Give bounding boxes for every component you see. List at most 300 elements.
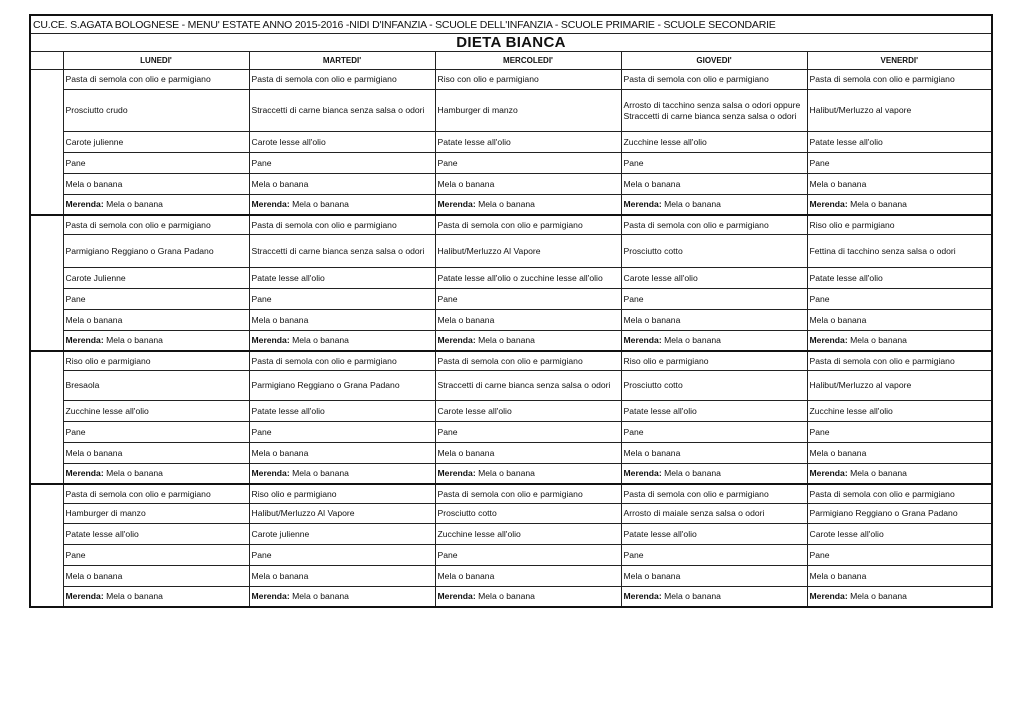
meal-text: Mela o banana — [850, 591, 907, 601]
table-row — [30, 566, 992, 587]
table-row — [30, 310, 992, 331]
meal-cell — [807, 331, 992, 351]
table-row — [30, 268, 992, 289]
meal-text: Pane — [809, 549, 830, 560]
meal-cell — [807, 401, 992, 422]
meal-text: Pasta di semola con olio e parmigiano — [251, 74, 397, 85]
meal-cell — [249, 587, 435, 607]
snack-label: Merenda: — [251, 468, 290, 478]
meal-cell — [63, 371, 249, 401]
table-row — [30, 195, 992, 215]
meal-text: Mela o banana — [65, 447, 123, 458]
meal-cell — [435, 422, 621, 443]
meal-text: Riso olio e parmigiano — [251, 488, 337, 499]
meal-cell — [435, 215, 621, 235]
meal-text: Pane — [437, 293, 458, 304]
meal-cell — [621, 545, 807, 566]
meal-text: Riso con olio e parmigiano — [437, 74, 539, 85]
meal-text: Carote lesse all'olio — [623, 272, 698, 283]
snack-label: Merenda: — [65, 468, 104, 478]
meal-text: Prosciutto cotto — [623, 245, 683, 256]
meal-text: Mela o banana — [850, 199, 907, 209]
meal-text: Pasta di semola con olio e parmigiano — [809, 74, 955, 85]
snack-label: Merenda: — [623, 199, 662, 209]
meal-text: Mela o banana — [106, 468, 163, 478]
title-row — [30, 34, 992, 52]
meal-text: Patate lesse all'olio — [809, 272, 883, 283]
meal-cell — [807, 174, 992, 195]
meal-text: Pasta di semola con olio e parmigiano — [809, 488, 955, 499]
table-row — [30, 90, 992, 132]
meal-text: Carote Julienne — [65, 272, 126, 283]
meal-text: Mela o banana — [106, 199, 163, 209]
meal-text: Mela o banana — [850, 468, 907, 478]
table-row — [30, 484, 992, 504]
day-header-wednesday: MERCOLEDI' — [435, 52, 621, 70]
meal-cell — [621, 587, 807, 607]
meal-text: Patate lesse all'olio — [65, 528, 139, 539]
meal-text: Pasta di semola con olio e parmigiano — [437, 219, 583, 230]
meal-text: Pasta di semola con olio e parmigiano — [437, 355, 583, 366]
week-label-cell — [30, 70, 63, 215]
meal-cell — [621, 443, 807, 464]
meal-cell — [435, 371, 621, 401]
meal-cell — [621, 331, 807, 351]
week-label-cell — [30, 351, 63, 484]
meal-text: Zucchine lesse all'olio — [623, 136, 707, 147]
meal-text: Mela o banana — [623, 178, 681, 189]
meal-text: Carote lesse all'olio — [809, 528, 884, 539]
meal-cell — [807, 289, 992, 310]
snack-label: Merenda: — [623, 591, 662, 601]
meal-cell — [621, 371, 807, 401]
meal-text: Mela o banana — [664, 468, 721, 478]
meal-cell — [249, 504, 435, 524]
table-row — [30, 351, 992, 371]
meal-cell — [807, 371, 992, 401]
meal-cell — [807, 587, 992, 607]
meal-cell — [621, 235, 807, 268]
table-row — [30, 422, 992, 443]
snack-label: Merenda: — [251, 199, 290, 209]
snack-label: Merenda: — [437, 591, 476, 601]
table-row — [30, 153, 992, 174]
meal-text: Carote julienne — [251, 528, 310, 539]
meal-text: Pasta di semola con olio e parmigiano — [65, 74, 211, 85]
meal-cell — [621, 566, 807, 587]
meal-cell — [807, 132, 992, 153]
menu-table — [29, 14, 993, 608]
meal-cell — [63, 545, 249, 566]
snack-label: Merenda: — [437, 335, 476, 345]
meal-cell — [63, 195, 249, 215]
meal-text: Pasta di semola con olio e parmigiano — [251, 355, 397, 366]
meal-cell — [249, 524, 435, 545]
header-row — [30, 15, 992, 34]
meal-cell — [807, 215, 992, 235]
meal-text: Mela o banana — [437, 570, 495, 581]
meal-cell — [63, 351, 249, 371]
meal-cell — [621, 132, 807, 153]
meal-text: Straccetti di carne bianca senza salsa o odori — [437, 380, 611, 391]
table-row — [30, 215, 992, 235]
snack-label: Merenda: — [809, 591, 848, 601]
meal-text: Pane — [437, 157, 458, 168]
table-row — [30, 235, 992, 268]
meal-cell — [63, 132, 249, 153]
meal-text: Patate lesse all'olio — [809, 136, 883, 147]
meal-text: Mela o banana — [251, 447, 309, 458]
day-header-friday: VENERDI' — [807, 52, 992, 70]
meal-text: Mela o banana — [664, 335, 721, 345]
meal-cell — [621, 195, 807, 215]
meal-cell — [435, 504, 621, 524]
meal-text: Pasta di semola con olio e parmigiano — [623, 219, 769, 230]
snack-label: Merenda: — [809, 335, 848, 345]
meal-text: Carote lesse all'olio — [251, 136, 326, 147]
meal-text: Straccetti di carne bianca senza salsa o odori — [251, 105, 425, 116]
menu-title: DIETA BIANCA — [30, 34, 992, 52]
meal-text: Zucchine lesse all'olio — [65, 405, 149, 416]
meal-cell — [63, 464, 249, 484]
meal-cell — [435, 235, 621, 268]
meal-text: Mela o banana — [292, 335, 349, 345]
meal-text: Mela o banana — [251, 314, 309, 325]
meal-cell — [621, 401, 807, 422]
meal-cell — [249, 174, 435, 195]
meal-text: Pasta di semola con olio e parmigiano — [623, 488, 769, 499]
snack-label: Merenda: — [437, 468, 476, 478]
meal-text: Pasta di semola con olio e parmigiano — [623, 74, 769, 85]
meal-text: Pane — [251, 157, 272, 168]
meal-cell — [621, 422, 807, 443]
meal-text: Riso olio e parmigiano — [65, 355, 151, 366]
meal-text: Arrosto di maiale senza salsa o odori — [623, 508, 765, 519]
meal-cell — [249, 195, 435, 215]
meal-cell — [621, 153, 807, 174]
meal-cell — [621, 504, 807, 524]
meal-cell — [63, 268, 249, 289]
snack-label: Merenda: — [251, 335, 290, 345]
snack-label: Merenda: — [251, 591, 290, 601]
meal-cell — [249, 153, 435, 174]
meal-text: Arrosto di tacchino senza salsa o odori oppure Straccetti di carne bianca senza salsa o odori — [623, 100, 801, 121]
meal-text: Pasta di semola con olio e parmigiano — [65, 488, 211, 499]
meal-text: Mela o banana — [478, 335, 535, 345]
meal-text: Mela o banana — [623, 570, 681, 581]
meal-cell — [435, 331, 621, 351]
table-row — [30, 504, 992, 524]
meal-cell — [435, 268, 621, 289]
meal-cell — [435, 587, 621, 607]
meal-cell — [249, 464, 435, 484]
meal-cell — [435, 443, 621, 464]
meal-cell — [63, 484, 249, 504]
meal-cell — [249, 268, 435, 289]
meal-cell — [63, 153, 249, 174]
meal-cell — [249, 484, 435, 504]
week-label-cell — [30, 215, 63, 351]
meal-text: Patate lesse all'olio — [623, 528, 697, 539]
meal-text: Mela o banana — [809, 178, 867, 189]
meal-cell — [63, 566, 249, 587]
table-row — [30, 132, 992, 153]
meal-cell — [435, 566, 621, 587]
meal-cell — [63, 235, 249, 268]
snack-label: Merenda: — [65, 199, 104, 209]
table-row — [30, 174, 992, 195]
meal-text: Pane — [251, 426, 272, 437]
day-header-monday: LUNEDI' — [63, 52, 249, 70]
meal-text: Pane — [65, 549, 86, 560]
meal-text: Pane — [65, 293, 86, 304]
meal-text: Fettina di tacchino senza salsa o odori — [809, 245, 956, 256]
meal-text: Carote julienne — [65, 136, 124, 147]
table-row — [30, 545, 992, 566]
meal-text: Pasta di semola con olio e parmigiano — [437, 488, 583, 499]
day-header-tuesday: MARTEDI' — [249, 52, 435, 70]
meal-text: Prosciutto cotto — [623, 380, 683, 391]
meal-cell — [621, 310, 807, 331]
meal-cell — [435, 90, 621, 132]
meal-cell — [807, 545, 992, 566]
table-row — [30, 464, 992, 484]
meal-text: Mela o banana — [478, 199, 535, 209]
meal-cell — [621, 484, 807, 504]
meal-cell — [435, 174, 621, 195]
meal-text: Pane — [809, 426, 830, 437]
meal-cell — [621, 70, 807, 90]
meal-text: Mela o banana — [106, 335, 163, 345]
meal-text: Mela o banana — [623, 314, 681, 325]
meal-cell — [435, 132, 621, 153]
meal-text: Mela o banana — [664, 591, 721, 601]
corner-cell — [30, 52, 63, 70]
meal-cell — [249, 422, 435, 443]
meal-text: Pane — [65, 426, 86, 437]
meal-cell — [435, 401, 621, 422]
meal-cell — [621, 351, 807, 371]
meal-text: Parmigiano Reggiano o Grana Padano — [809, 508, 958, 519]
meal-cell — [63, 504, 249, 524]
meal-cell — [249, 331, 435, 351]
meal-text: Patate lesse all'olio — [623, 405, 697, 416]
meal-cell — [249, 351, 435, 371]
meal-cell — [249, 566, 435, 587]
table-row — [30, 289, 992, 310]
table-row — [30, 401, 992, 422]
meal-cell — [621, 524, 807, 545]
meal-cell — [435, 153, 621, 174]
meal-text: Patate lesse all'olio — [437, 136, 511, 147]
meal-text: Mela o banana — [437, 178, 495, 189]
meal-text: Pasta di semola con olio e parmigiano — [809, 355, 955, 366]
meal-cell — [435, 351, 621, 371]
meal-text: Mela o banana — [437, 447, 495, 458]
meal-text: Pane — [251, 549, 272, 560]
days-header-row — [30, 52, 992, 70]
snack-label: Merenda: — [623, 335, 662, 345]
menu-header: CU.CE. S.AGATA BOLOGNESE - MENU' ESTATE ANNO 2015-2016 -NIDI D'INFANZIA - SCUOLE DELL'INFANZIA - SCUOLE PRIMARIE - SCUOLE SECONDARIE — [30, 15, 992, 34]
meal-text: Mela o banana — [809, 314, 867, 325]
meal-cell — [63, 587, 249, 607]
meal-cell — [63, 289, 249, 310]
meal-text: Pane — [809, 293, 830, 304]
meal-cell — [435, 484, 621, 504]
meal-text: Patate lesse all'olio o zucchine lesse all'olio — [437, 272, 603, 283]
meal-text: Mela o banana — [292, 591, 349, 601]
meal-cell — [621, 174, 807, 195]
meal-text: Pasta di semola con olio e parmigiano — [65, 219, 211, 230]
meal-text: Halibut/Merluzzo Al Vapore — [437, 245, 541, 256]
meal-cell — [63, 422, 249, 443]
meal-text: Mela o banana — [251, 570, 309, 581]
meal-cell — [435, 70, 621, 90]
meal-text: Pane — [623, 426, 644, 437]
meal-cell — [621, 90, 807, 132]
meal-cell — [63, 310, 249, 331]
table-row — [30, 371, 992, 401]
meal-text: Zucchine lesse all'olio — [437, 528, 521, 539]
meal-cell — [249, 443, 435, 464]
meal-cell — [249, 310, 435, 331]
meal-cell — [63, 90, 249, 132]
table-row — [30, 587, 992, 607]
meal-cell — [435, 464, 621, 484]
meal-text: Halibut/Merluzzo al vapore — [809, 380, 912, 391]
meal-cell — [621, 464, 807, 484]
meal-cell — [807, 310, 992, 331]
meal-text: Pane — [623, 293, 644, 304]
meal-text: Pane — [437, 549, 458, 560]
meal-text: Mela o banana — [478, 591, 535, 601]
meal-text: Straccetti di carne bianca senza salsa o odori — [251, 245, 425, 256]
snack-label: Merenda: — [809, 468, 848, 478]
meal-text: Mela o banana — [664, 199, 721, 209]
meal-text: Halibut/Merluzzo al vapore — [809, 105, 912, 116]
meal-cell — [435, 545, 621, 566]
meal-text: Riso olio e parmigiano — [623, 355, 709, 366]
meal-cell — [63, 401, 249, 422]
meal-cell — [249, 545, 435, 566]
meal-cell — [249, 289, 435, 310]
meal-text: Mela o banana — [65, 570, 123, 581]
meal-text: Mela o banana — [478, 468, 535, 478]
meal-text: Mela o banana — [292, 199, 349, 209]
meal-text: Pane — [437, 426, 458, 437]
meal-cell — [807, 70, 992, 90]
table-row — [30, 443, 992, 464]
meal-text: Mela o banana — [437, 314, 495, 325]
meal-text: Parmigiano Reggiano o Grana Padano — [251, 380, 400, 391]
snack-label: Merenda: — [623, 468, 662, 478]
meal-text: Patate lesse all'olio — [251, 272, 325, 283]
meal-cell — [63, 524, 249, 545]
table-row — [30, 331, 992, 351]
meal-cell — [807, 504, 992, 524]
meal-cell — [621, 268, 807, 289]
snack-label: Merenda: — [65, 335, 104, 345]
meal-text: Pane — [623, 157, 644, 168]
meal-cell — [435, 195, 621, 215]
meal-text: Riso olio e parmigiano — [809, 219, 895, 230]
snack-label: Merenda: — [65, 591, 104, 601]
meal-text: Pasta di semola con olio e parmigiano — [251, 219, 397, 230]
meal-cell — [621, 289, 807, 310]
meal-text: Prosciutto cotto — [437, 508, 497, 519]
meal-text: Hamburger di manzo — [65, 508, 146, 519]
meal-text: Mela o banana — [292, 468, 349, 478]
meal-cell — [249, 401, 435, 422]
meal-text: Mela o banana — [809, 447, 867, 458]
meal-text: Mela o banana — [809, 570, 867, 581]
meal-text: Mela o banana — [850, 335, 907, 345]
meal-cell — [249, 70, 435, 90]
meal-cell — [807, 351, 992, 371]
meal-cell — [63, 331, 249, 351]
snack-label: Merenda: — [809, 199, 848, 209]
meal-cell — [807, 235, 992, 268]
day-header-thursday: GIOVEDI' — [621, 52, 807, 70]
meal-cell — [249, 215, 435, 235]
meal-text: Mela o banana — [65, 314, 123, 325]
meal-cell — [63, 443, 249, 464]
meal-text: Halibut/Merluzzo Al Vapore — [251, 508, 355, 519]
meal-cell — [249, 90, 435, 132]
meal-text: Mela o banana — [251, 178, 309, 189]
meal-cell — [807, 153, 992, 174]
meal-cell — [435, 289, 621, 310]
meal-text: Carote lesse all'olio — [437, 405, 512, 416]
meal-cell — [63, 215, 249, 235]
meal-text: Hamburger di manzo — [437, 105, 518, 116]
meal-cell — [621, 215, 807, 235]
snack-label: Merenda: — [437, 199, 476, 209]
meal-cell — [63, 70, 249, 90]
meal-text: Pane — [809, 157, 830, 168]
meal-cell — [435, 310, 621, 331]
meal-cell — [807, 422, 992, 443]
meal-cell — [807, 484, 992, 504]
meal-cell — [435, 524, 621, 545]
meal-cell — [807, 464, 992, 484]
meal-text: Mela o banana — [65, 178, 123, 189]
meal-cell — [63, 174, 249, 195]
table-row — [30, 70, 992, 90]
meal-text: Patate lesse all'olio — [251, 405, 325, 416]
meal-cell — [807, 524, 992, 545]
meal-cell — [249, 235, 435, 268]
meal-cell — [249, 371, 435, 401]
meal-text: Pane — [251, 293, 272, 304]
meal-cell — [807, 195, 992, 215]
meal-text: Bresaola — [65, 380, 100, 391]
meal-text: Mela o banana — [623, 447, 681, 458]
table-row — [30, 524, 992, 545]
meal-text: Pane — [65, 157, 86, 168]
meal-text: Mela o banana — [106, 591, 163, 601]
meal-cell — [807, 268, 992, 289]
meal-cell — [807, 566, 992, 587]
meal-cell — [249, 132, 435, 153]
meal-text: Prosciutto crudo — [65, 105, 128, 116]
meal-cell — [807, 90, 992, 132]
meal-text: Zucchine lesse all'olio — [809, 405, 893, 416]
meal-text: Pane — [623, 549, 644, 560]
meal-cell — [807, 443, 992, 464]
meal-text: Parmigiano Reggiano o Grana Padano — [65, 245, 214, 256]
week-label-cell — [30, 484, 63, 607]
